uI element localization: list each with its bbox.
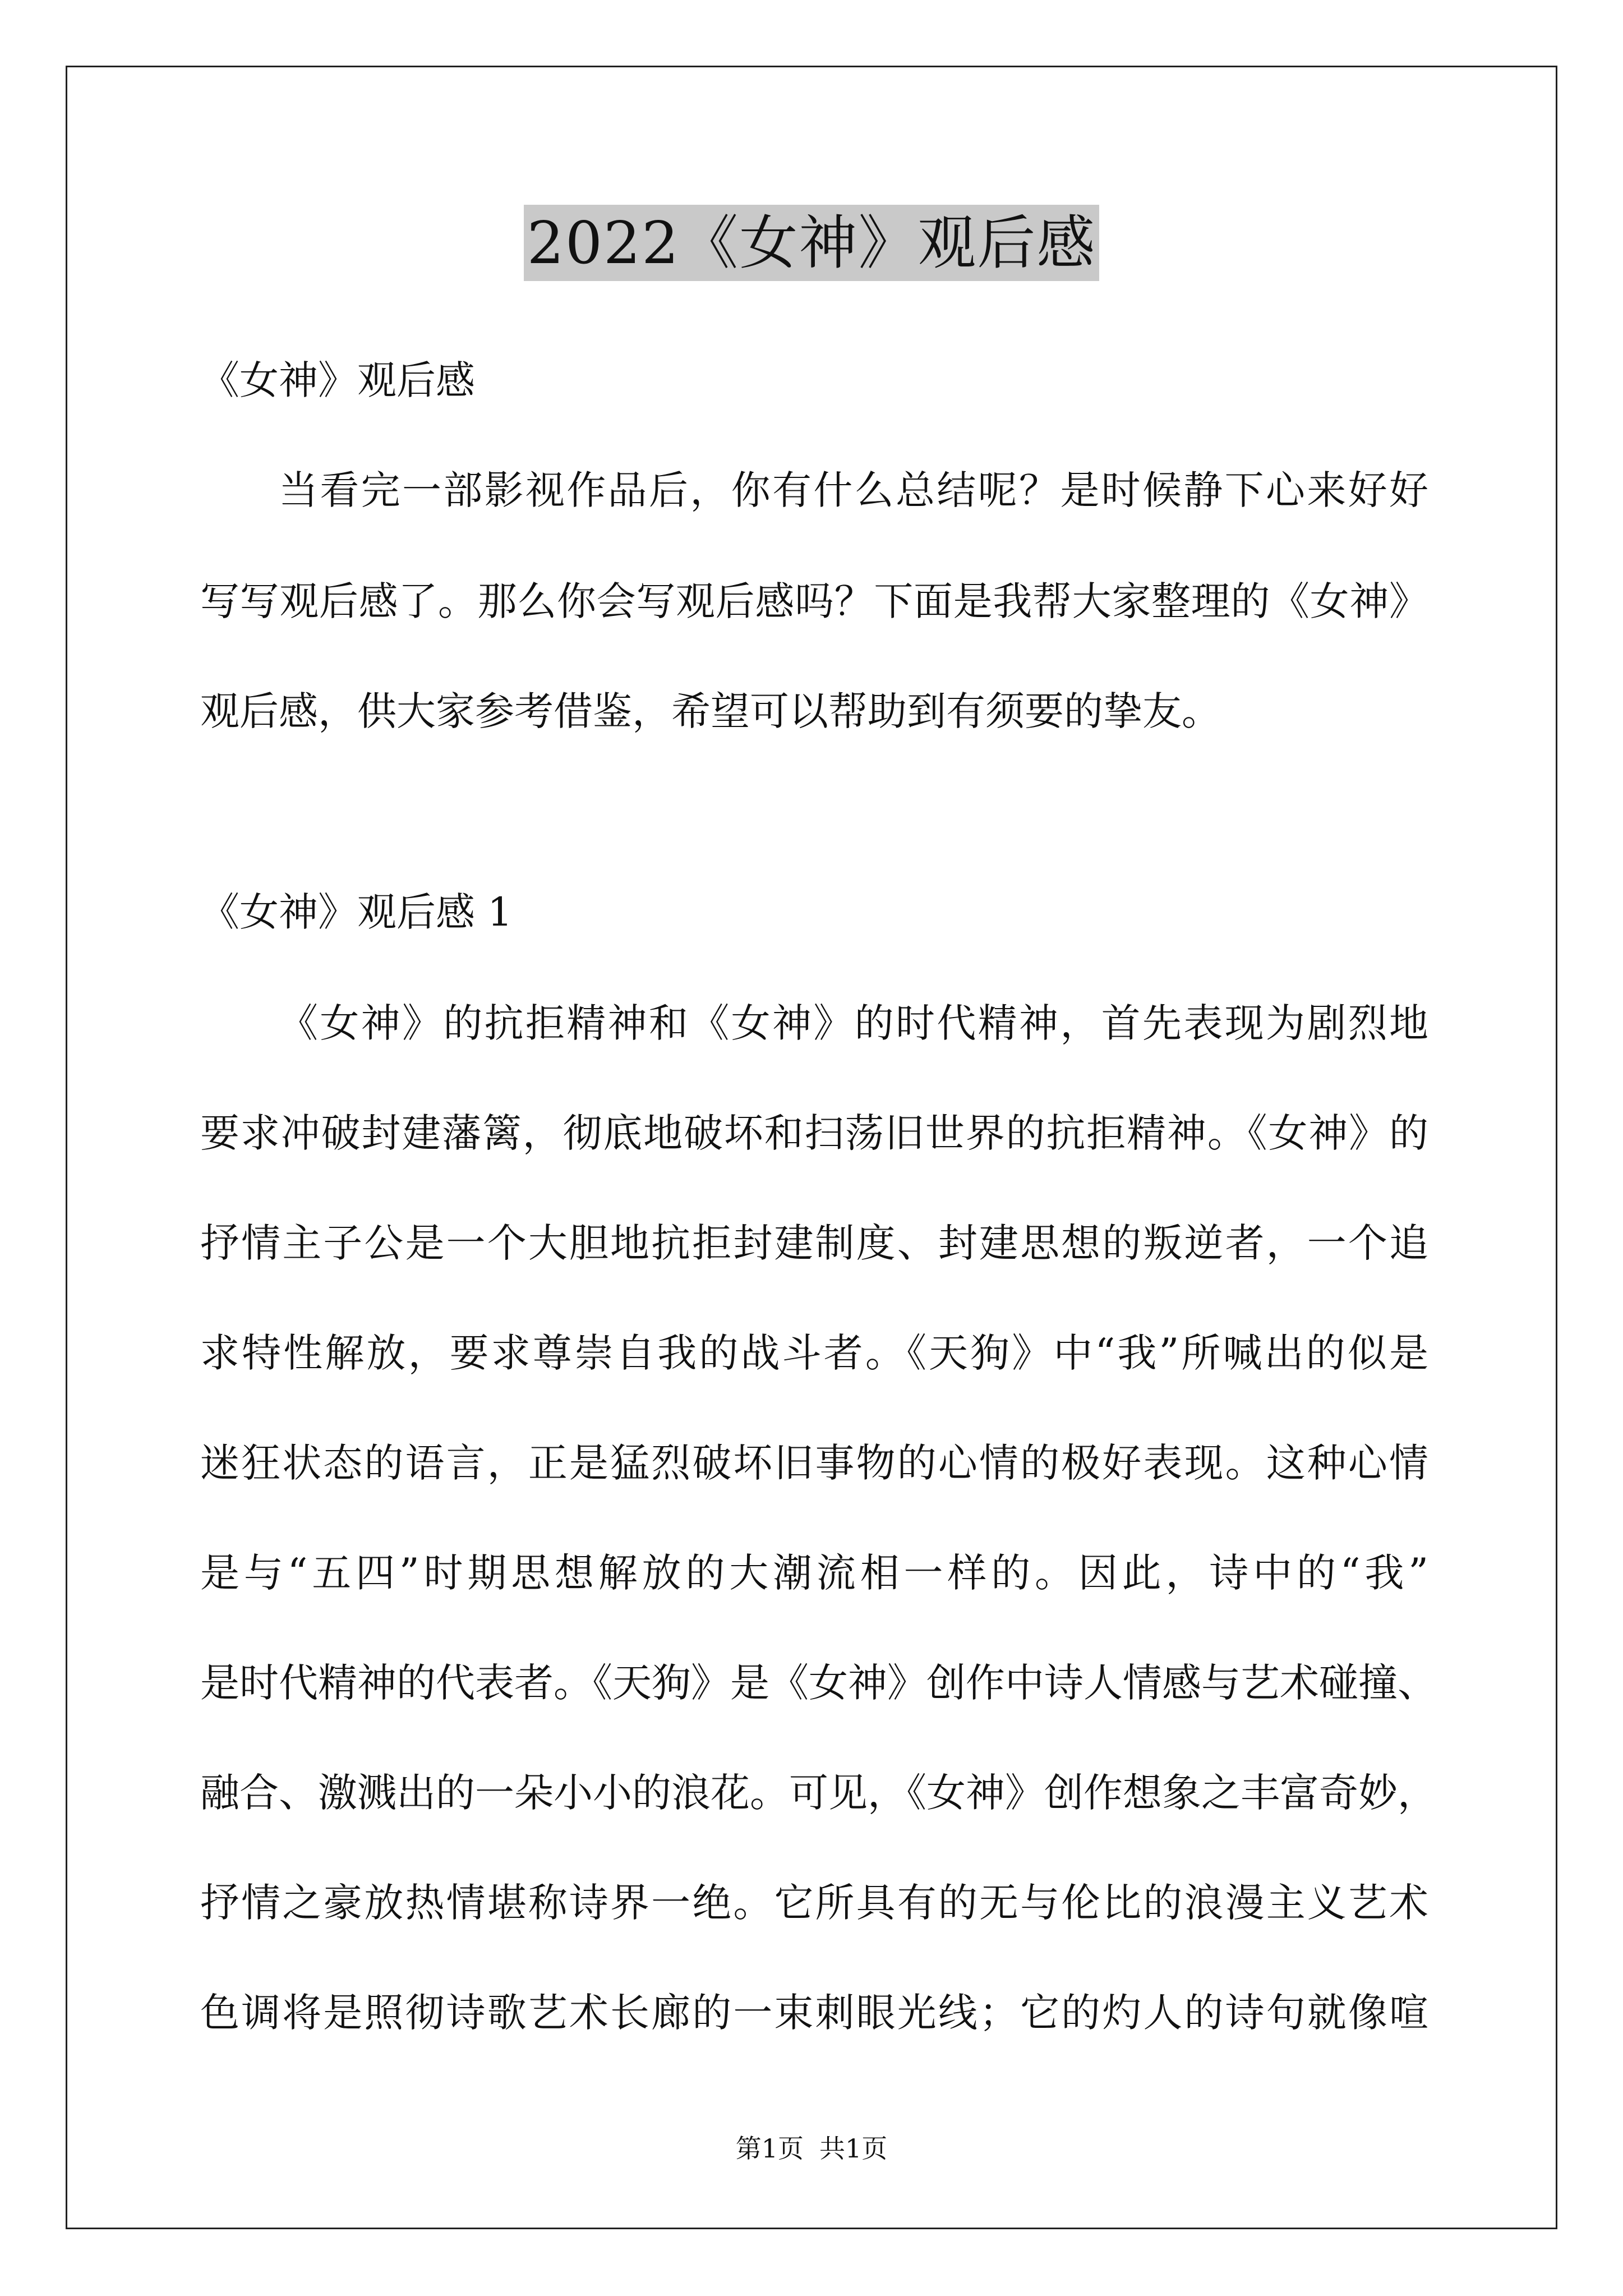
- page-number-total: 共1页: [819, 2133, 888, 2164]
- page-number-current: 第1页: [735, 2133, 804, 2164]
- section-line-9: 抒情之豪放热情堪称诗界一绝。它所具有的无与伦比的浪漫主义艺术: [200, 1880, 1428, 1926]
- intro-line-1: 当看完一部影视作品后，你有什么总结呢？是时候静下心来好好: [279, 467, 1428, 513]
- section-line-8: 融合、激溅出的一朵小小的浪花。可见，《女神》创作想象之丰富奇妙，: [200, 1770, 1437, 1816]
- document-subtitle: 《女神》观后感: [200, 357, 475, 403]
- section-line-10: 色调将是照彻诗歌艺术长廊的一束刺眼光线；它的灼人的诗句就像喧: [200, 1990, 1428, 2036]
- section-line-6: 是与“五四”时期思想解放的大潮流相一样的。因此，诗中的“我”: [200, 1550, 1428, 1596]
- intro-line-2: 写写观后感了。那么你会写观后感吗？下面是我帮大家整理的《女神》: [200, 578, 1428, 624]
- section-heading: 《女神》观后感 1: [200, 889, 513, 935]
- section-line-3: 抒情主子公是一个大胆地抗拒封建制度、封建思想的叛逆者，一个追: [200, 1220, 1428, 1266]
- intro-line-3: 观后感，供大家参考借鉴，希望可以帮助到有须要的挚友。: [200, 688, 1221, 734]
- title-container: [0, 205, 1623, 281]
- section-line-1: 《女神》的抗拒精神和《女神》的时代精神，首先表现为剧烈地: [279, 1000, 1428, 1046]
- section-line-7: 是时代精神的代表者。《天狗》是《女神》创作中诗人情感与艺术碰撞、: [200, 1660, 1437, 1706]
- section-line-5: 迷狂状态的语言，正是猛烈破坏旧事物的心情的极好表现。这种心情: [200, 1440, 1428, 1486]
- document-title: 2022《女神》观后感: [524, 205, 1100, 281]
- section-line-2: 要求冲破封建藩篱，彻底地破坏和扫荡旧世界的抗拒精神。《女神》的: [200, 1110, 1428, 1156]
- section-line-4: 求特性解放，要求尊崇自我的战斗者。《天狗》中“我”所喊出的似是: [200, 1330, 1428, 1376]
- page-footer: [0, 2132, 1623, 2165]
